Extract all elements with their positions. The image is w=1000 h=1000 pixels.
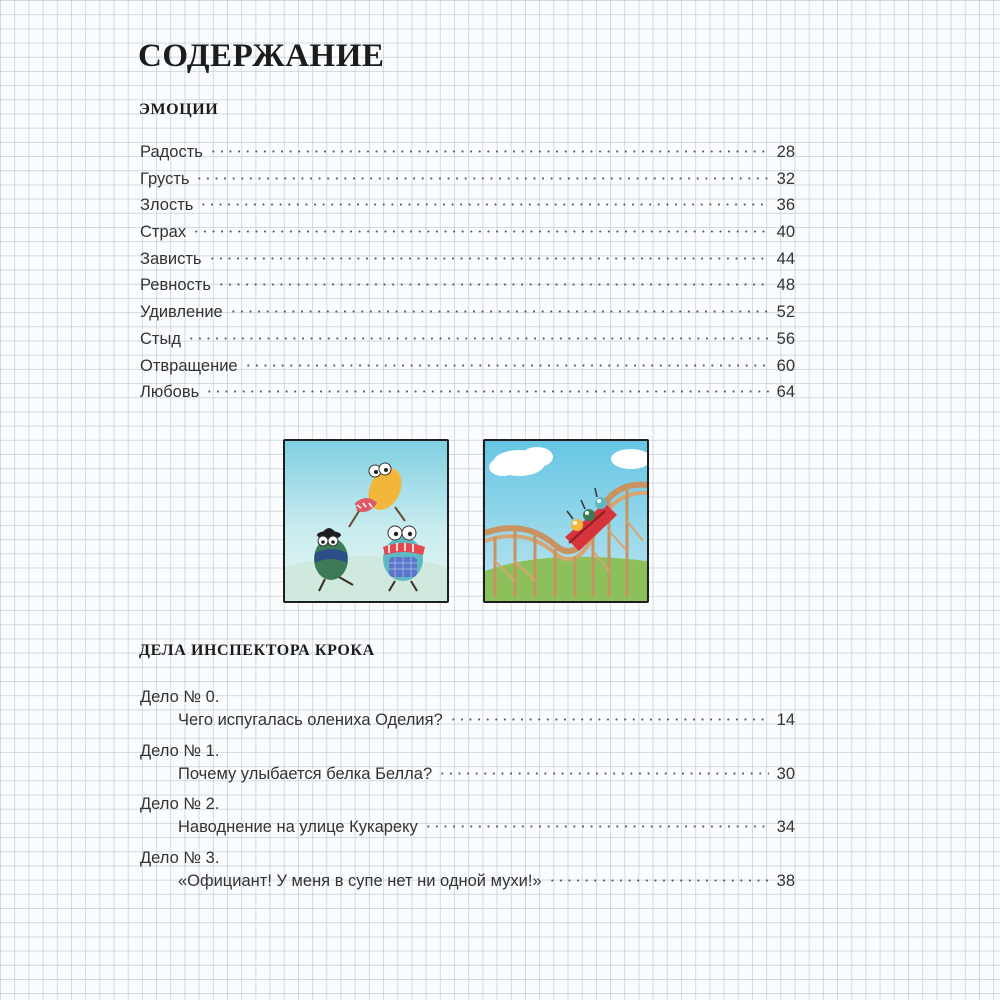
emotions-toc-list — [140, 143, 795, 410]
dot-leader — [187, 337, 769, 340]
toc-entry-label: Грусть — [140, 169, 190, 188]
toc-entry-page: 44 — [776, 249, 795, 268]
case-row — [140, 711, 795, 738]
toc-entry-joy[interactable] — [140, 143, 795, 170]
dot-leader — [209, 150, 769, 153]
toc-entry-page: 64 — [776, 383, 795, 402]
toc-entry-page: 60 — [776, 356, 795, 375]
toc-entry-love[interactable] — [140, 383, 795, 410]
toc-entry-label: Зависть — [140, 249, 202, 268]
case-heading: Дело № 3. — [140, 849, 220, 868]
toc-entry-jealousy[interactable] — [140, 276, 795, 303]
toc-entry-label: Ревность — [140, 276, 211, 295]
toc-entry-shame[interactable] — [140, 330, 795, 357]
toc-entry-page: 36 — [776, 196, 795, 215]
case-heading: Дело № 2. — [140, 795, 220, 814]
case-row — [140, 872, 795, 899]
cases-section-title: ДЕЛА ИНСПЕКТОРА КРОКА — [139, 642, 375, 659]
case-title: Наводнение на улице Кукареку — [178, 818, 418, 837]
dot-leader — [192, 230, 769, 233]
toc-entry-label: Любовь — [140, 383, 200, 402]
dot-leader — [244, 364, 769, 367]
roller-coaster-illustration — [483, 439, 649, 603]
toc-entry-fear[interactable] — [140, 223, 795, 250]
toc-entry-page: 56 — [776, 329, 795, 348]
dancing-monsters-illustration — [283, 439, 449, 603]
case-entry-1[interactable] — [140, 738, 795, 792]
cases-toc-list — [140, 684, 795, 899]
dot-leader — [217, 283, 769, 286]
toc-entry-anger[interactable] — [140, 196, 795, 223]
case-page: 14 — [776, 711, 795, 729]
toc-entry-label: Удивление — [140, 303, 223, 322]
dot-leader — [199, 203, 769, 206]
case-title: «Официант! У меня в супе нет ни одной мухи!» — [178, 872, 542, 891]
case-entry-2[interactable] — [140, 791, 795, 845]
case-heading: Дело № 0. — [140, 688, 220, 706]
dot-leader — [195, 177, 769, 180]
dot-leader — [424, 825, 769, 828]
toc-entry-surprise[interactable] — [140, 303, 795, 330]
dot-leader — [208, 257, 769, 260]
case-page: 34 — [776, 818, 795, 837]
toc-entry-page: 40 — [776, 223, 795, 242]
toc-entry-sadness[interactable] — [140, 170, 795, 197]
toc-entry-disgust[interactable] — [140, 357, 795, 384]
toc-entry-page: 52 — [776, 303, 795, 322]
toc-entry-page: 48 — [776, 276, 795, 295]
dot-leader — [229, 310, 769, 313]
case-row — [140, 818, 795, 845]
toc-entry-label: Стыд — [140, 329, 181, 348]
case-title: Почему улыбается белка Белла? — [178, 764, 433, 783]
toc-entry-label: Отвращение — [140, 356, 238, 375]
case-title: Чего испугалась олениха Оделия? — [178, 711, 443, 729]
case-heading: Дело № 1. — [140, 741, 220, 760]
dot-leader — [449, 718, 769, 721]
dot-leader — [205, 390, 769, 393]
toc-entry-label: Злость — [140, 196, 194, 215]
emotions-section-title: ЭМОЦИИ — [139, 101, 219, 118]
case-page: 30 — [776, 764, 795, 783]
dot-leader — [438, 772, 769, 775]
case-page: 38 — [776, 872, 795, 891]
page-title: СОДЕРЖАНИЕ — [138, 38, 385, 74]
toc-entry-envy[interactable] — [140, 250, 795, 277]
case-entry-3[interactable] — [140, 845, 795, 899]
toc-entry-page: 32 — [776, 169, 795, 188]
toc-entry-label: Радость — [140, 143, 203, 161]
case-entry-0[interactable] — [140, 684, 795, 738]
case-row — [140, 765, 795, 792]
dot-leader — [548, 879, 769, 882]
toc-entry-label: Страх — [140, 223, 187, 242]
toc-entry-page: 28 — [776, 143, 795, 161]
